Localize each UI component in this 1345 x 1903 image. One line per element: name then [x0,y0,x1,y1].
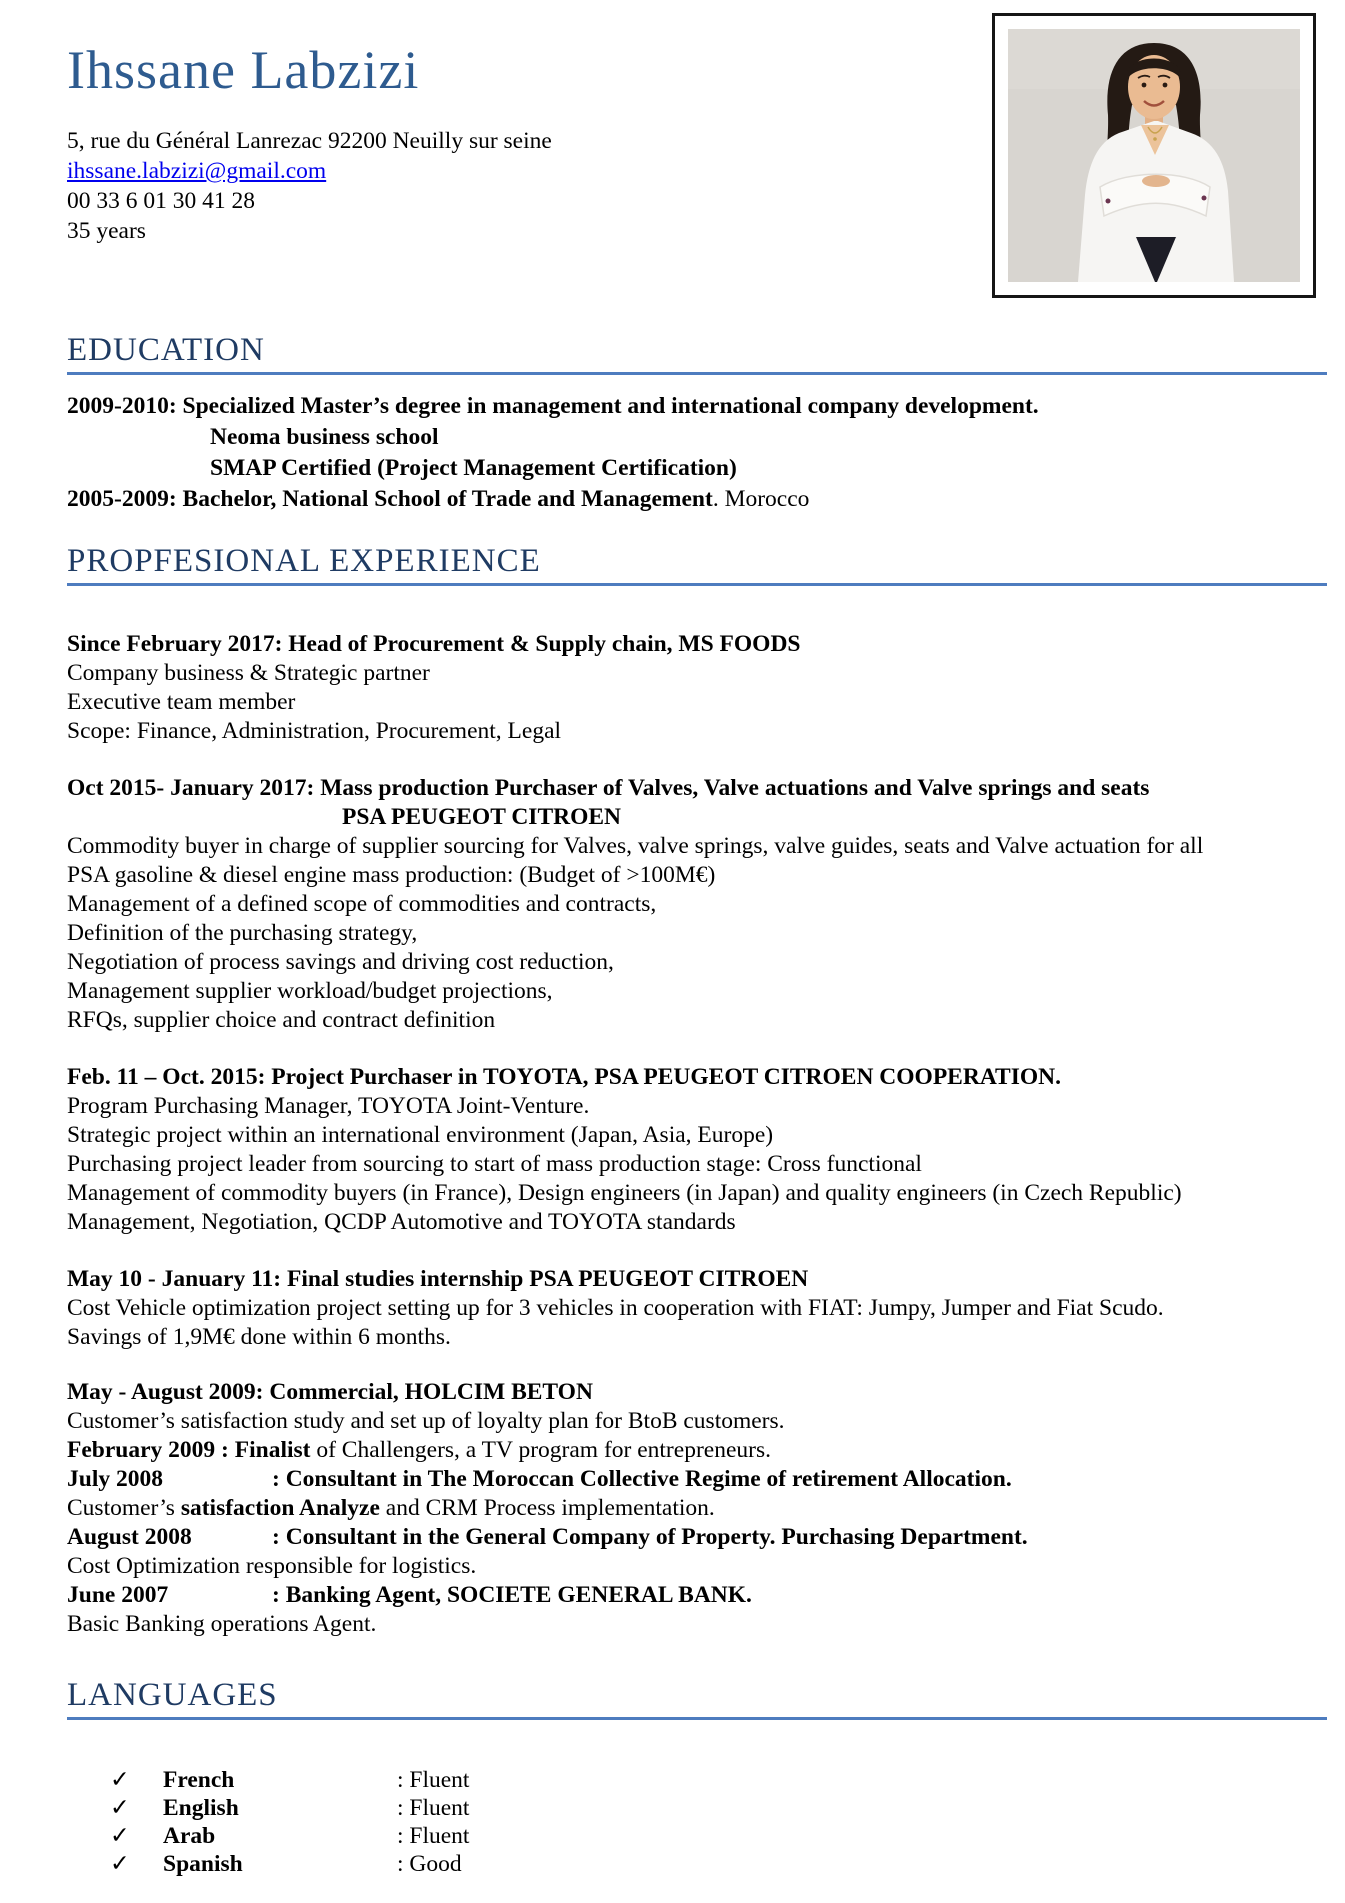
role-row: Cost Optimization responsible for logistics. [67,1553,477,1579]
language-level: : Fluent [397,1823,470,1849]
job-title: May 10 - January 11: Final studies internship PSA PEUGEOT CITROEN [67,1266,809,1292]
role-row: July 2008 : Consultant in The Moroccan Collective Regime of retirement Allocation. [67,1466,1012,1492]
role-row: August 2008 : Consultant in the General Company of Property. Purchasing Department. [67,1524,1028,1550]
job-title: Since February 2017: Head of Procurement & Supply chain, MS FOODS [67,631,801,657]
language-row [67,1766,1327,1794]
languages-list [67,1766,1327,1878]
job-line: Savings of 1,9M€ done within 6 months. [67,1324,451,1350]
experience-title: PROPFESIONAL EXPERIENCE [67,543,541,579]
job-block [67,1378,1327,1639]
language-level: : Fluent [397,1795,470,1821]
language-row [67,1822,1327,1850]
role-date: July 2008 [67,1466,163,1492]
language-row [67,1850,1327,1878]
language-name: Spanish [163,1851,243,1877]
education-entries [67,391,1327,515]
language-row [67,1794,1327,1822]
language-name: French [163,1767,235,1793]
education-entry: Neoma business school [210,424,439,450]
role-row: June 2007 : Banking Agent, SOCIETE GENERAL BANK. [67,1582,752,1608]
job-line: Customer’s satisfaction study and set up of loyalty plan for BtoB customers. [67,1408,785,1434]
profile-photo [992,13,1316,298]
role-row: February 2009 : Finalist of Challengers, a TV program for entrepreneurs. [67,1437,771,1463]
role-date: June 2007 [67,1582,169,1608]
job-line: Commodity buyer in charge of supplier sourcing for Valves, valve springs, valve guides, seats and Valve actuation for all [67,833,1204,859]
job-block [67,1265,1327,1352]
section-education [67,330,1327,515]
check-icon: ✓ [110,1823,130,1849]
languages-title: LANGUAGES [67,1677,278,1713]
role-date: August 2008 [67,1524,192,1550]
job-block [67,630,1327,746]
job-line: Management of commodity buyers (in France), Design engineers (in Japan) and quality engineers (in Czech Republic) [67,1180,1182,1206]
job-line: Company business & Strategic partner [67,660,430,686]
job-line: Management of a defined scope of commodities and contracts, [67,891,657,917]
section-rule [67,1717,1327,1720]
job-line: Cost Vehicle optimization project setting up for 3 vehicles in cooperation with FIAT: Jumpy, Jumper and Fiat Scudo. [67,1295,1164,1321]
contact-age: 35 years [67,218,146,244]
job-line: Management, Negotiation, QCDP Automotive and TOYOTA standards [67,1209,736,1235]
job-subtitle: PSA PEUGEOT CITROEN [342,804,622,830]
section-rule [67,372,1327,375]
job-line: Strategic project within an international environment (Japan, Asia, Europe) [67,1122,774,1148]
check-icon: ✓ [110,1795,130,1821]
language-name: Arab [163,1823,216,1849]
job-block [67,774,1327,1035]
job-block [67,1063,1327,1237]
email-link[interactable]: ihssane.labzizi@gmail.com [67,158,327,184]
job-title: May - August 2009: Commercial, HOLCIM BETON [67,1379,593,1405]
job-line: Scope: Finance, Administration, Procurement, Legal [67,718,562,744]
role-row: Basic Banking operations Agent. [67,1611,377,1637]
language-level: : Good [397,1851,462,1877]
job-title: Feb. 11 – Oct. 2015: Project Purchaser in TOYOTA, PSA PEUGEOT CITROEN COOPERATION. [67,1064,1061,1090]
education-entry: SMAP Certified (Project Management Certification) [210,455,737,481]
section-languages [67,1675,1327,1878]
job-line: Program Purchasing Manager, TOYOTA Joint-Venture. [67,1093,590,1119]
job-line: Definition of the purchasing strategy, [67,920,418,946]
portrait-illustration [1008,29,1300,282]
education-title: EDUCATION [67,332,265,368]
education-entry: 2009-2010: Specialized Master’s degree in management and international company development. [67,393,1039,419]
education-entry: 2005-2009: Bachelor, National School of Trade and Management. Morocco [67,486,810,512]
job-line: PSA gasoline & diesel engine mass production: (Budget of >100M€) [67,862,716,888]
section-experience [67,541,1327,1639]
section-rule [67,583,1327,586]
job-line: Management supplier workload/budget projections, [67,978,553,1004]
job-line: Purchasing project leader from sourcing to start of mass production stage: Cross functional [67,1151,922,1177]
contact-address: 5, rue du Général Lanrezac 92200 Neuilly sur seine [67,128,552,154]
check-icon: ✓ [110,1767,130,1793]
job-line: Negotiation of process savings and driving cost reduction, [67,949,614,975]
job-line: RFQs, supplier choice and contract definition [67,1007,496,1033]
page-title: Ihssane Labzizi [67,40,420,100]
contact-phone: 00 33 6 01 30 41 28 [67,188,255,214]
language-level: : Fluent [397,1767,470,1793]
job-title: Oct 2015- January 2017: Mass production Purchaser of Valves, Valve actuations and Valve springs and seats [67,775,1150,801]
role-row: Customer’s satisfaction Analyze and CRM Process implementation. [67,1495,715,1521]
language-name: English [163,1795,239,1821]
job-line: Executive team member [67,689,296,715]
check-icon: ✓ [110,1851,130,1877]
